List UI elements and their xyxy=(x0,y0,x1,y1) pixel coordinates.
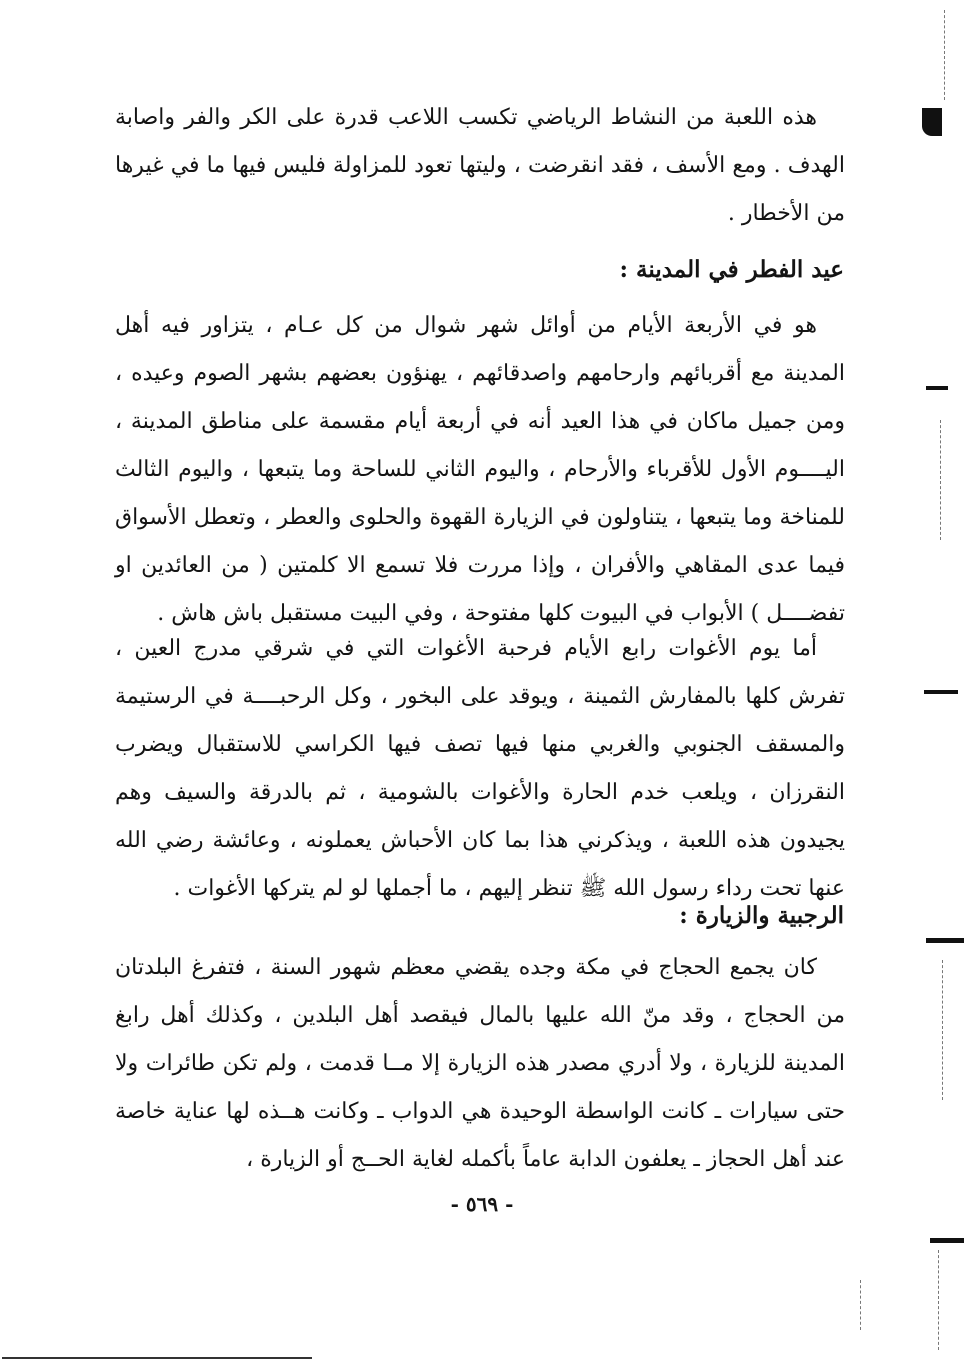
binding-mark xyxy=(924,690,958,694)
section-heading-eid: عيد الفطر في المدينة : xyxy=(619,256,844,283)
page-number: - ٥٦٩ - xyxy=(450,1192,514,1216)
scan-edge-line xyxy=(942,960,943,1100)
scan-edge-line xyxy=(940,420,941,540)
scan-edge-line xyxy=(860,1280,861,1330)
section-heading-ziyara: الرجبية والزيارة : xyxy=(679,902,844,929)
scan-edge-line xyxy=(944,10,945,100)
paragraph-ziyara-text: كان يجمع الحجاج في مكة وجده يقضي معظم شهور السنة ، فتفرغ البلدتان من الحجاج ، وقد منّ الله عليها بالمال فيقصد أهل البلدين ، وكذلك أهل رابغ المدينة للزيارة ، ولا أدري مصدر هذه الزيارة إلا مــا قدمت ، ولم تكن طائرات ولا حتى سيارات ـ كانت الواسطة الوحيدة هي الدواب ـ وكانت هــذه لها عناية خاصة عند أهل الحجاز ـ يعلفون الدابة عاماً بأكمله لغاية الحــج أو الزيارة ، xyxy=(115,955,845,1172)
paragraph-eid-text: هو في الأربعة الأيام من أوائل شهر شوال من كل عـام ، يتزاور فيه أهل المدينة مع أقربائهم وارحامهم واصدقائهم ، يهنؤون بعضهم بشهر الصوم وعيده ، ومن جميل ماكان في هذا العيد أنه في أربعة أيام مقسمة على مناطق المدينة ، اليــــوم الأول للأقرباء والأرحام ، واليوم الثاني للساحة وما يتبعها ، واليوم الثالث للمناخة وما يتبعها ، يتناولون في الزيارة القهوة والحلوى والعطر ، وتعطل الأسواق فيما عدى المقاهي والأفران ، وإذا مررت فلا تسمع الا كلمتين ( من العائدين او تفضــــل ) الأبواب في البيوت كلها مفتوحة ، وفي البيت مستقبل باش هاش . xyxy=(115,313,845,626)
paragraph-intro-text: هذه اللعبة من النشاط الرياضي تكسب اللاعب قدرة على الكر والفر واصابة الهدف . ومع الأسف ، فقد انقرضت ، وليتها تعود للمزاولة فليس فيها ما في غيرها من الأخطار . xyxy=(115,105,845,226)
binding-mark xyxy=(926,386,948,390)
paragraph-aghwat xyxy=(115,625,845,913)
scan-bottom-rule xyxy=(2,1357,312,1359)
paragraph-intro xyxy=(115,94,845,238)
paragraph-aghwat-text: أما يوم الأغوات رابع الأيام فرحبة الأغوات التي في شرقي مدرج العين ، تفرش كلها بالمفارش الثمينة ، ويوقد على البخور ، وكل الرحبــــة في الرستيمة والمسقف الجنوبي والغربي منها فيها تصف فيها الكراسي للاستقبال ويضرب النقرزان ، ويلعب خدم الحارة والأغوات بالشومية ، ثم بالدرقة والسيف وهم يجيدون هذه اللعبة ، ويذكرني هذا بما كان الأحباش يعملونه ، وعائشة رضي الله عنها تحت رداء رسول الله ﷺ تنظر إليهم ، ما أجملها لو لم يتركها الأغوات . xyxy=(115,636,845,901)
binding-mark xyxy=(922,108,942,136)
scan-edge-line xyxy=(938,1250,939,1350)
binding-mark xyxy=(930,1238,964,1243)
binding-mark xyxy=(926,938,964,943)
paragraph-eid xyxy=(115,302,845,638)
paragraph-ziyara xyxy=(115,944,845,1184)
